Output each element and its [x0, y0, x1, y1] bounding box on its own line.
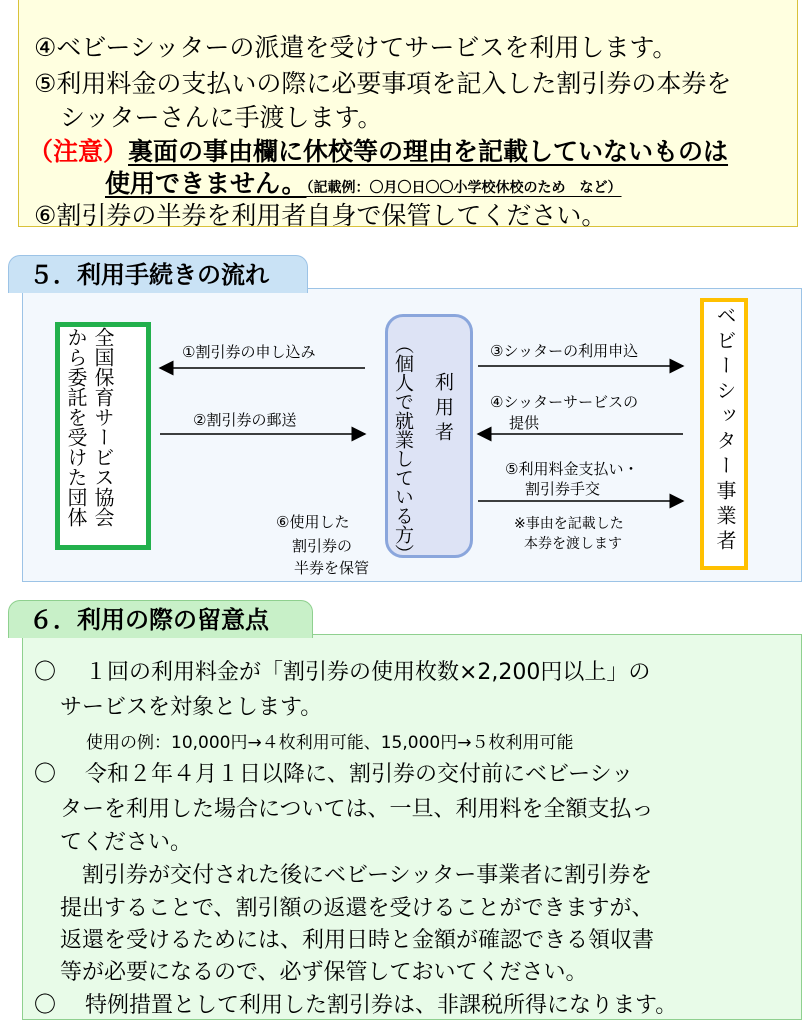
caution-label: （注意） [28, 137, 129, 166]
note-1-line-2: サービスを対象とします。 [60, 695, 323, 720]
note-2-line-6: 返還を受けるためには、利用日時と金額が確認できる領収書 [60, 928, 655, 953]
step-6-label-cont2: 半券を保管 [294, 559, 370, 577]
note-3-line-1: 〇 特例措置として利用した割引券は、非課税所得になります。 [34, 993, 678, 1018]
user-subtitle: （個人で就業している方） [392, 335, 414, 563]
organization-label: 全国保育サービス協会から委託を受けた団体 [64, 327, 115, 527]
note-2-line-4: 割引券が交付された後にベビーシッター事業者に割引券を [60, 863, 653, 888]
note-2-line-5: 提出することで、割引額の返還を受けることができますが、 [60, 896, 654, 921]
step-2-label: ②割引券の郵送 [193, 411, 297, 429]
instruction-step-5-cont: シッターさんに手渡します。 [60, 103, 383, 132]
note-2-line-3: てください。 [60, 830, 193, 855]
note-1-example: 使用の例：10,000円→４枚利用可能、15,000円→５枚利用可能 [86, 733, 574, 753]
section-5-title: ５．利用手続きの流れ [8, 255, 308, 293]
caution-example: （記載例：〇月〇日〇〇小学校休校のため など） [306, 180, 622, 196]
note-2-line-2: ターを利用した場合については、一旦、利用料を全額支払っ [60, 797, 654, 822]
caution-text-2: 使用できません。 [105, 169, 307, 198]
step-4-label: ④シッターサービスの [490, 393, 639, 411]
step-5-note-cont: 本券を渡します [524, 536, 622, 552]
step-4-label-cont: 提供 [509, 414, 540, 432]
step-3-label: ③シッターの利用申込 [490, 342, 639, 360]
step-5-label: ⑤利用料金支払い・ [505, 460, 639, 478]
step-6-label-cont: 割引券の [292, 537, 353, 555]
caution-text-1: 裏面の事由欄に休校等の理由を記載していないものは [128, 137, 729, 166]
section-6-title: ６．利用の際の留意点 [8, 600, 313, 638]
sitter-company-label: ベビーシッター事業者 [713, 305, 737, 555]
step-1-label: ①割引券の申し込み [182, 343, 316, 361]
user-title: 利用者 [432, 372, 454, 447]
step-6-label: ⑥使用した [276, 513, 350, 531]
instruction-step-5: ⑤利用料金の支払いの際に必要事項を記入した割引券の本券を [34, 69, 732, 98]
note-2-line-1: 〇 令和２年４月１日以降に、割引券の交付前にベビーシッ [34, 762, 634, 787]
step-5-label-cont: 割引券手交 [525, 480, 601, 498]
note-2-line-7: 等が必要になるので、必ず保管しておいてください。 [60, 960, 588, 985]
step-5-note: ※事由を記載した [514, 516, 624, 532]
note-1-line-1: 〇 １回の利用料金が「割引券の使用枚数×2,200円以上」の [34, 660, 651, 685]
instruction-step-6: ⑥割引券の半券を利用者自身で保管してください。 [34, 201, 607, 230]
instruction-step-4: ④ベビーシッターの派遣を受けてサービスを利用します。 [34, 33, 678, 62]
